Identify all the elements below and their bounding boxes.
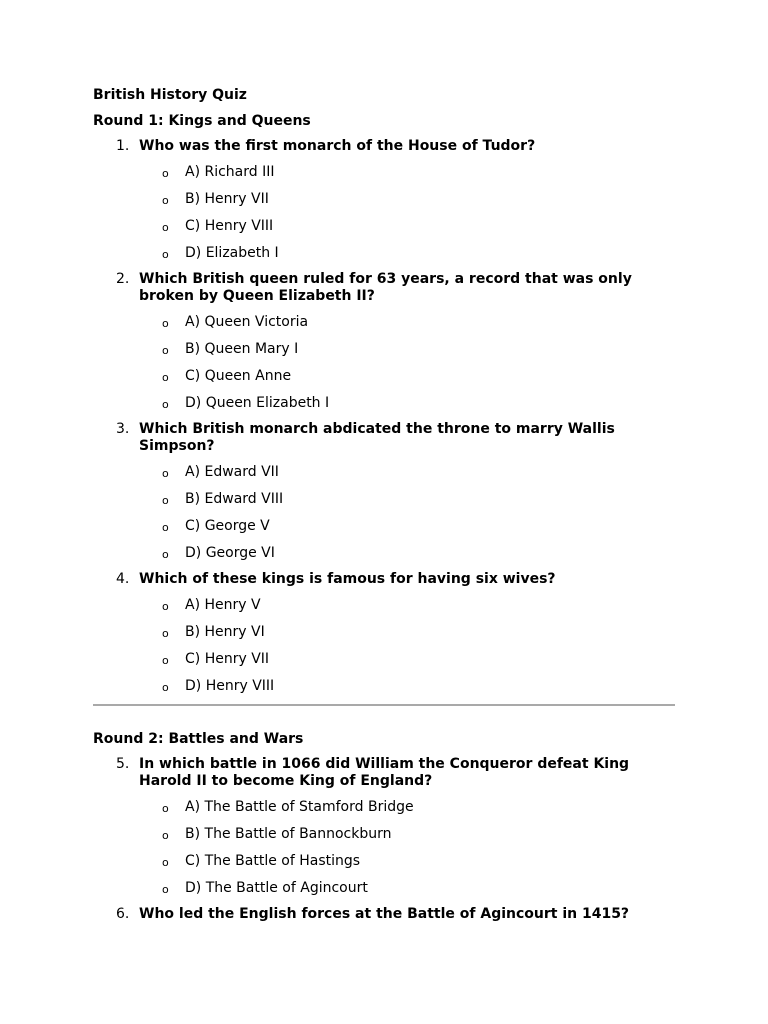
option-text: D) George VI — [185, 545, 275, 561]
option-item — [139, 880, 675, 897]
bullet-icon: o — [162, 344, 169, 357]
section-divider — [93, 704, 675, 706]
question-number: 6. — [116, 906, 130, 922]
bullet-icon: o — [162, 627, 169, 640]
option-text: D) Henry VIII — [185, 678, 275, 694]
option-item — [139, 218, 675, 235]
option-text: C) The Battle of Hastings — [185, 853, 361, 869]
document-title: British History Quiz — [93, 87, 247, 103]
round-title: Round 2: Battles and Wars — [93, 731, 304, 747]
bullet-icon: o — [162, 248, 169, 261]
option-item — [139, 395, 675, 412]
question-text: Who was the first monarch of the House of Tudor? — [139, 138, 536, 154]
option-text: A) Edward VII — [185, 464, 279, 480]
question-list — [93, 138, 675, 695]
option-text: C) George V — [185, 518, 270, 534]
question-item — [93, 756, 675, 897]
option-item — [139, 545, 675, 562]
option-text: B) The Battle of Bannockburn — [185, 826, 392, 842]
option-item — [139, 518, 675, 535]
bullet-icon: o — [162, 521, 169, 534]
question-list — [93, 756, 675, 923]
option-text: B) Edward VIII — [185, 491, 284, 507]
option-item — [139, 597, 675, 614]
question-item — [93, 906, 675, 923]
option-item — [139, 245, 675, 262]
option-text: B) Queen Mary I — [185, 341, 299, 357]
question-text: Which British queen ruled for 63 years, a record that was only broken by Queen Elizabeth II? — [139, 271, 632, 304]
option-item — [139, 314, 675, 331]
bullet-icon: o — [162, 467, 169, 480]
document-page — [93, 86, 675, 932]
question-number: 5. — [116, 756, 130, 772]
option-item — [139, 491, 675, 508]
option-text: C) Queen Anne — [185, 368, 292, 384]
question-text: Which British monarch abdicated the throne to marry Wallis Simpson? — [139, 421, 615, 454]
bullet-icon: o — [162, 398, 169, 411]
bullet-icon: o — [162, 548, 169, 561]
option-text: C) Henry VII — [185, 651, 270, 667]
option-text: B) Henry VII — [185, 191, 269, 207]
round-1 — [93, 112, 675, 695]
option-item — [139, 624, 675, 641]
bullet-icon: o — [162, 371, 169, 384]
round-2 — [93, 730, 675, 923]
option-item — [139, 164, 675, 181]
option-item — [139, 464, 675, 481]
question-text: Which of these kings is famous for having six wives? — [139, 571, 556, 587]
bullet-icon: o — [162, 194, 169, 207]
option-text: A) Richard III — [185, 164, 275, 180]
question-item — [93, 138, 675, 262]
option-list — [139, 314, 675, 412]
question-text: Who led the English forces at the Battle of Agincourt in 1415? — [139, 906, 630, 922]
round-title: Round 1: Kings and Queens — [93, 113, 311, 129]
bullet-icon: o — [162, 600, 169, 613]
question-number: 4. — [116, 571, 130, 587]
bullet-icon: o — [162, 883, 169, 896]
question-number: 3. — [116, 421, 130, 437]
option-text: D) Queen Elizabeth I — [185, 395, 330, 411]
bullet-icon: o — [162, 167, 169, 180]
option-item — [139, 368, 675, 385]
question-number: 2. — [116, 271, 130, 287]
bullet-icon: o — [162, 829, 169, 842]
option-text: D) The Battle of Agincourt — [185, 880, 368, 896]
option-text: A) Queen Victoria — [185, 314, 309, 330]
option-item — [139, 853, 675, 870]
option-item — [139, 651, 675, 668]
option-list — [139, 164, 675, 262]
option-text: A) Henry V — [185, 597, 261, 613]
option-item — [139, 826, 675, 843]
option-list — [139, 597, 675, 695]
option-list — [139, 799, 675, 897]
option-text: C) Henry VIII — [185, 218, 274, 234]
option-list — [139, 464, 675, 562]
option-item — [139, 191, 675, 208]
option-item — [139, 799, 675, 816]
bullet-icon: o — [162, 856, 169, 869]
bullet-icon: o — [162, 317, 169, 330]
bullet-icon: o — [162, 221, 169, 234]
question-item — [93, 571, 675, 695]
option-text: B) Henry VI — [185, 624, 265, 640]
option-item — [139, 341, 675, 358]
question-item — [93, 271, 675, 412]
question-item — [93, 421, 675, 562]
bullet-icon: o — [162, 654, 169, 667]
bullet-icon: o — [162, 494, 169, 507]
option-text: D) Elizabeth I — [185, 245, 279, 261]
bullet-icon: o — [162, 802, 169, 815]
option-item — [139, 678, 675, 695]
question-text: In which battle in 1066 did William the Conqueror defeat King Harold II to become King of England? — [139, 756, 630, 789]
question-number: 1. — [116, 138, 130, 154]
bullet-icon: o — [162, 681, 169, 694]
option-text: A) The Battle of Stamford Bridge — [185, 799, 414, 815]
